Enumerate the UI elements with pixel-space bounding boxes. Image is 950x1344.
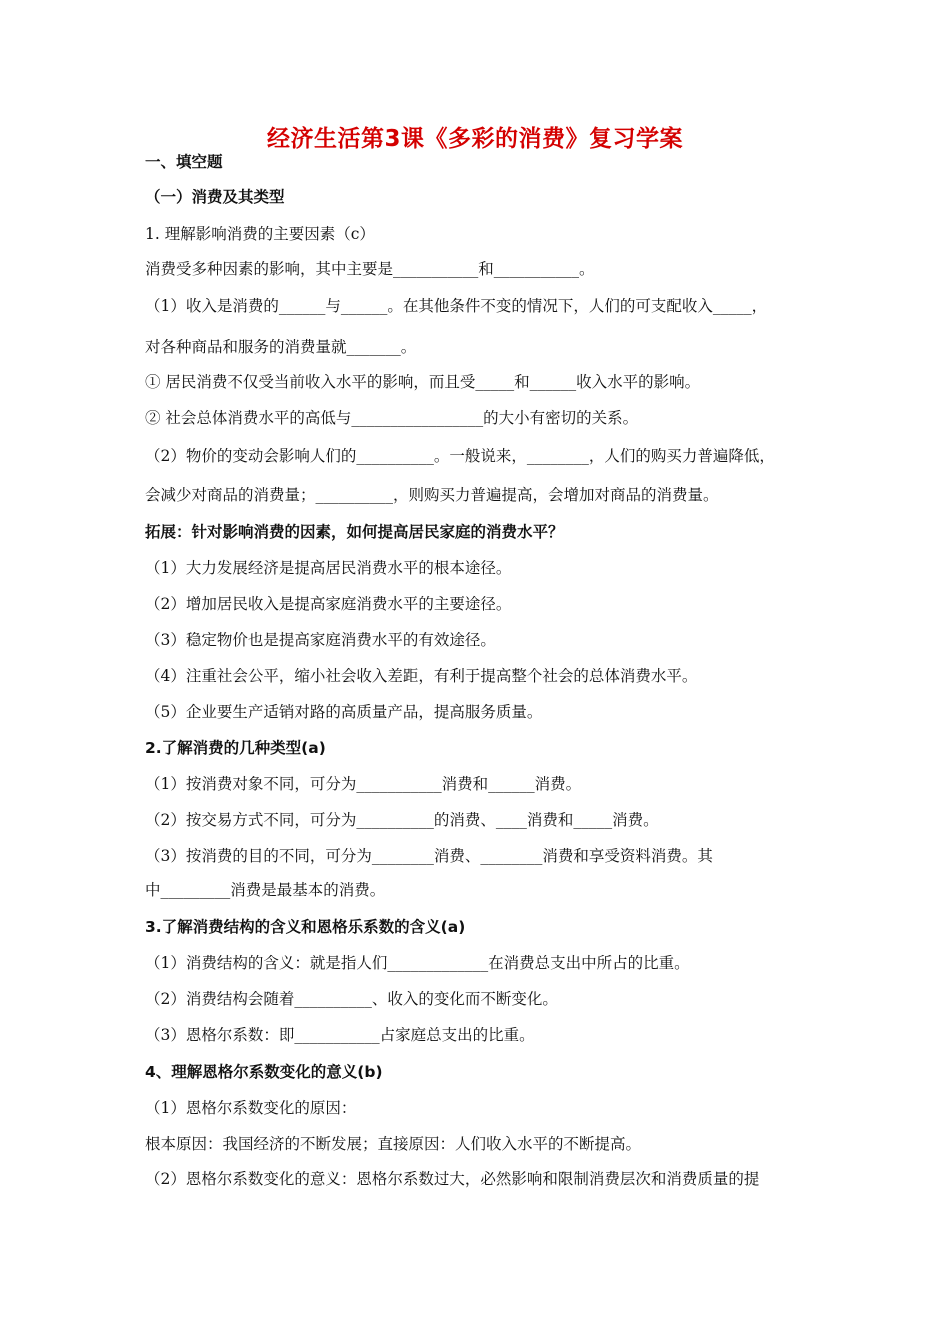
text-line: （3）按消费的目的不同，可分为________消费、________消费和享受资料消费。其 (145, 847, 713, 865)
text-line: 对各种商品和服务的消费量就_______。 (145, 338, 417, 356)
text-line: 根本原因：我国经济的不断发展；直接原因：人们收入水平的不断提高。 (145, 1135, 642, 1153)
text-line: （1）按消费对象不同，可分为___________消费和______消费。 (145, 775, 582, 793)
section-heading: 一、填空题 (145, 153, 223, 171)
text-line: 消费受多种因素的影响，其中主要是___________和___________。 (145, 260, 595, 278)
document-title: 经济生活第3课《多彩的消费》复习学案 (266, 126, 683, 152)
text-line: （1）大力发展经济是提高居民消费水平的根本途径。 (145, 559, 512, 577)
text-line: 中_________消费是最基本的消费。 (145, 881, 386, 899)
text-line: ② 社会总体消费水平的高低与_________________的大小有密切的关系。 (145, 409, 639, 427)
text-line: （3）稳定物价也是提高家庭消费水平的有效途径。 (145, 631, 496, 649)
section-heading: 4、理解恩格尔系数变化的意义(b) (145, 1063, 383, 1081)
text-line: 会减少对商品的消费量；__________，则购买力普遍提高，会增加对商品的消费量。 (145, 486, 719, 504)
section-heading: 2.了解消费的几种类型(a) (145, 739, 326, 757)
text-line: （2）增加居民收入是提高家庭消费水平的主要途径。 (145, 595, 512, 613)
section-heading: 3.了解消费结构的含义和恩格乐系数的含义(a) (145, 918, 466, 936)
section-heading: 拓展：针对影响消费的因素，如何提高居民家庭的消费水平？ (145, 523, 564, 541)
text-line: （1）恩格尔系数变化的原因： (145, 1099, 357, 1117)
text-line: （5）企业要生产适销对路的高质量产品，提高服务质量。 (145, 703, 543, 721)
section-heading: （一）消费及其类型 (145, 188, 285, 206)
text-line: （2）物价的变动会影响人们的__________。一般说来，________，人们的购买力普遍降低， (145, 447, 775, 465)
text-line: （1）消费结构的含义：就是指人们_____________在消费总支出中所占的比重。 (145, 954, 690, 972)
text-line: （4）注重社会公平，缩小社会收入差距，有利于提高整个社会的总体消费水平。 (145, 667, 698, 685)
text-line: （2）按交易方式不同，可分为__________的消费、____消费和_____消费。 (145, 811, 659, 829)
text-line: （2）恩格尔系数变化的意义：恩格尔系数过大，必然影响和限制消费层次和消费质量的提 (145, 1170, 760, 1188)
text-line: （1）收入是消费的______与______。在其他条件不变的情况下，人们的可支配收入_____， (145, 297, 768, 315)
text-line: （3）恩格尔系数：即___________占家庭总支出的比重。 (145, 1026, 535, 1044)
text-line: （2）消费结构会随着__________、收入的变化而不断变化。 (145, 990, 558, 1008)
text-line: 1. 理解影响消费的主要因素（c） (145, 225, 375, 243)
text-line: ① 居民消费不仅受当前收入水平的影响，而且受_____和______收入水平的影响。 (145, 373, 701, 391)
